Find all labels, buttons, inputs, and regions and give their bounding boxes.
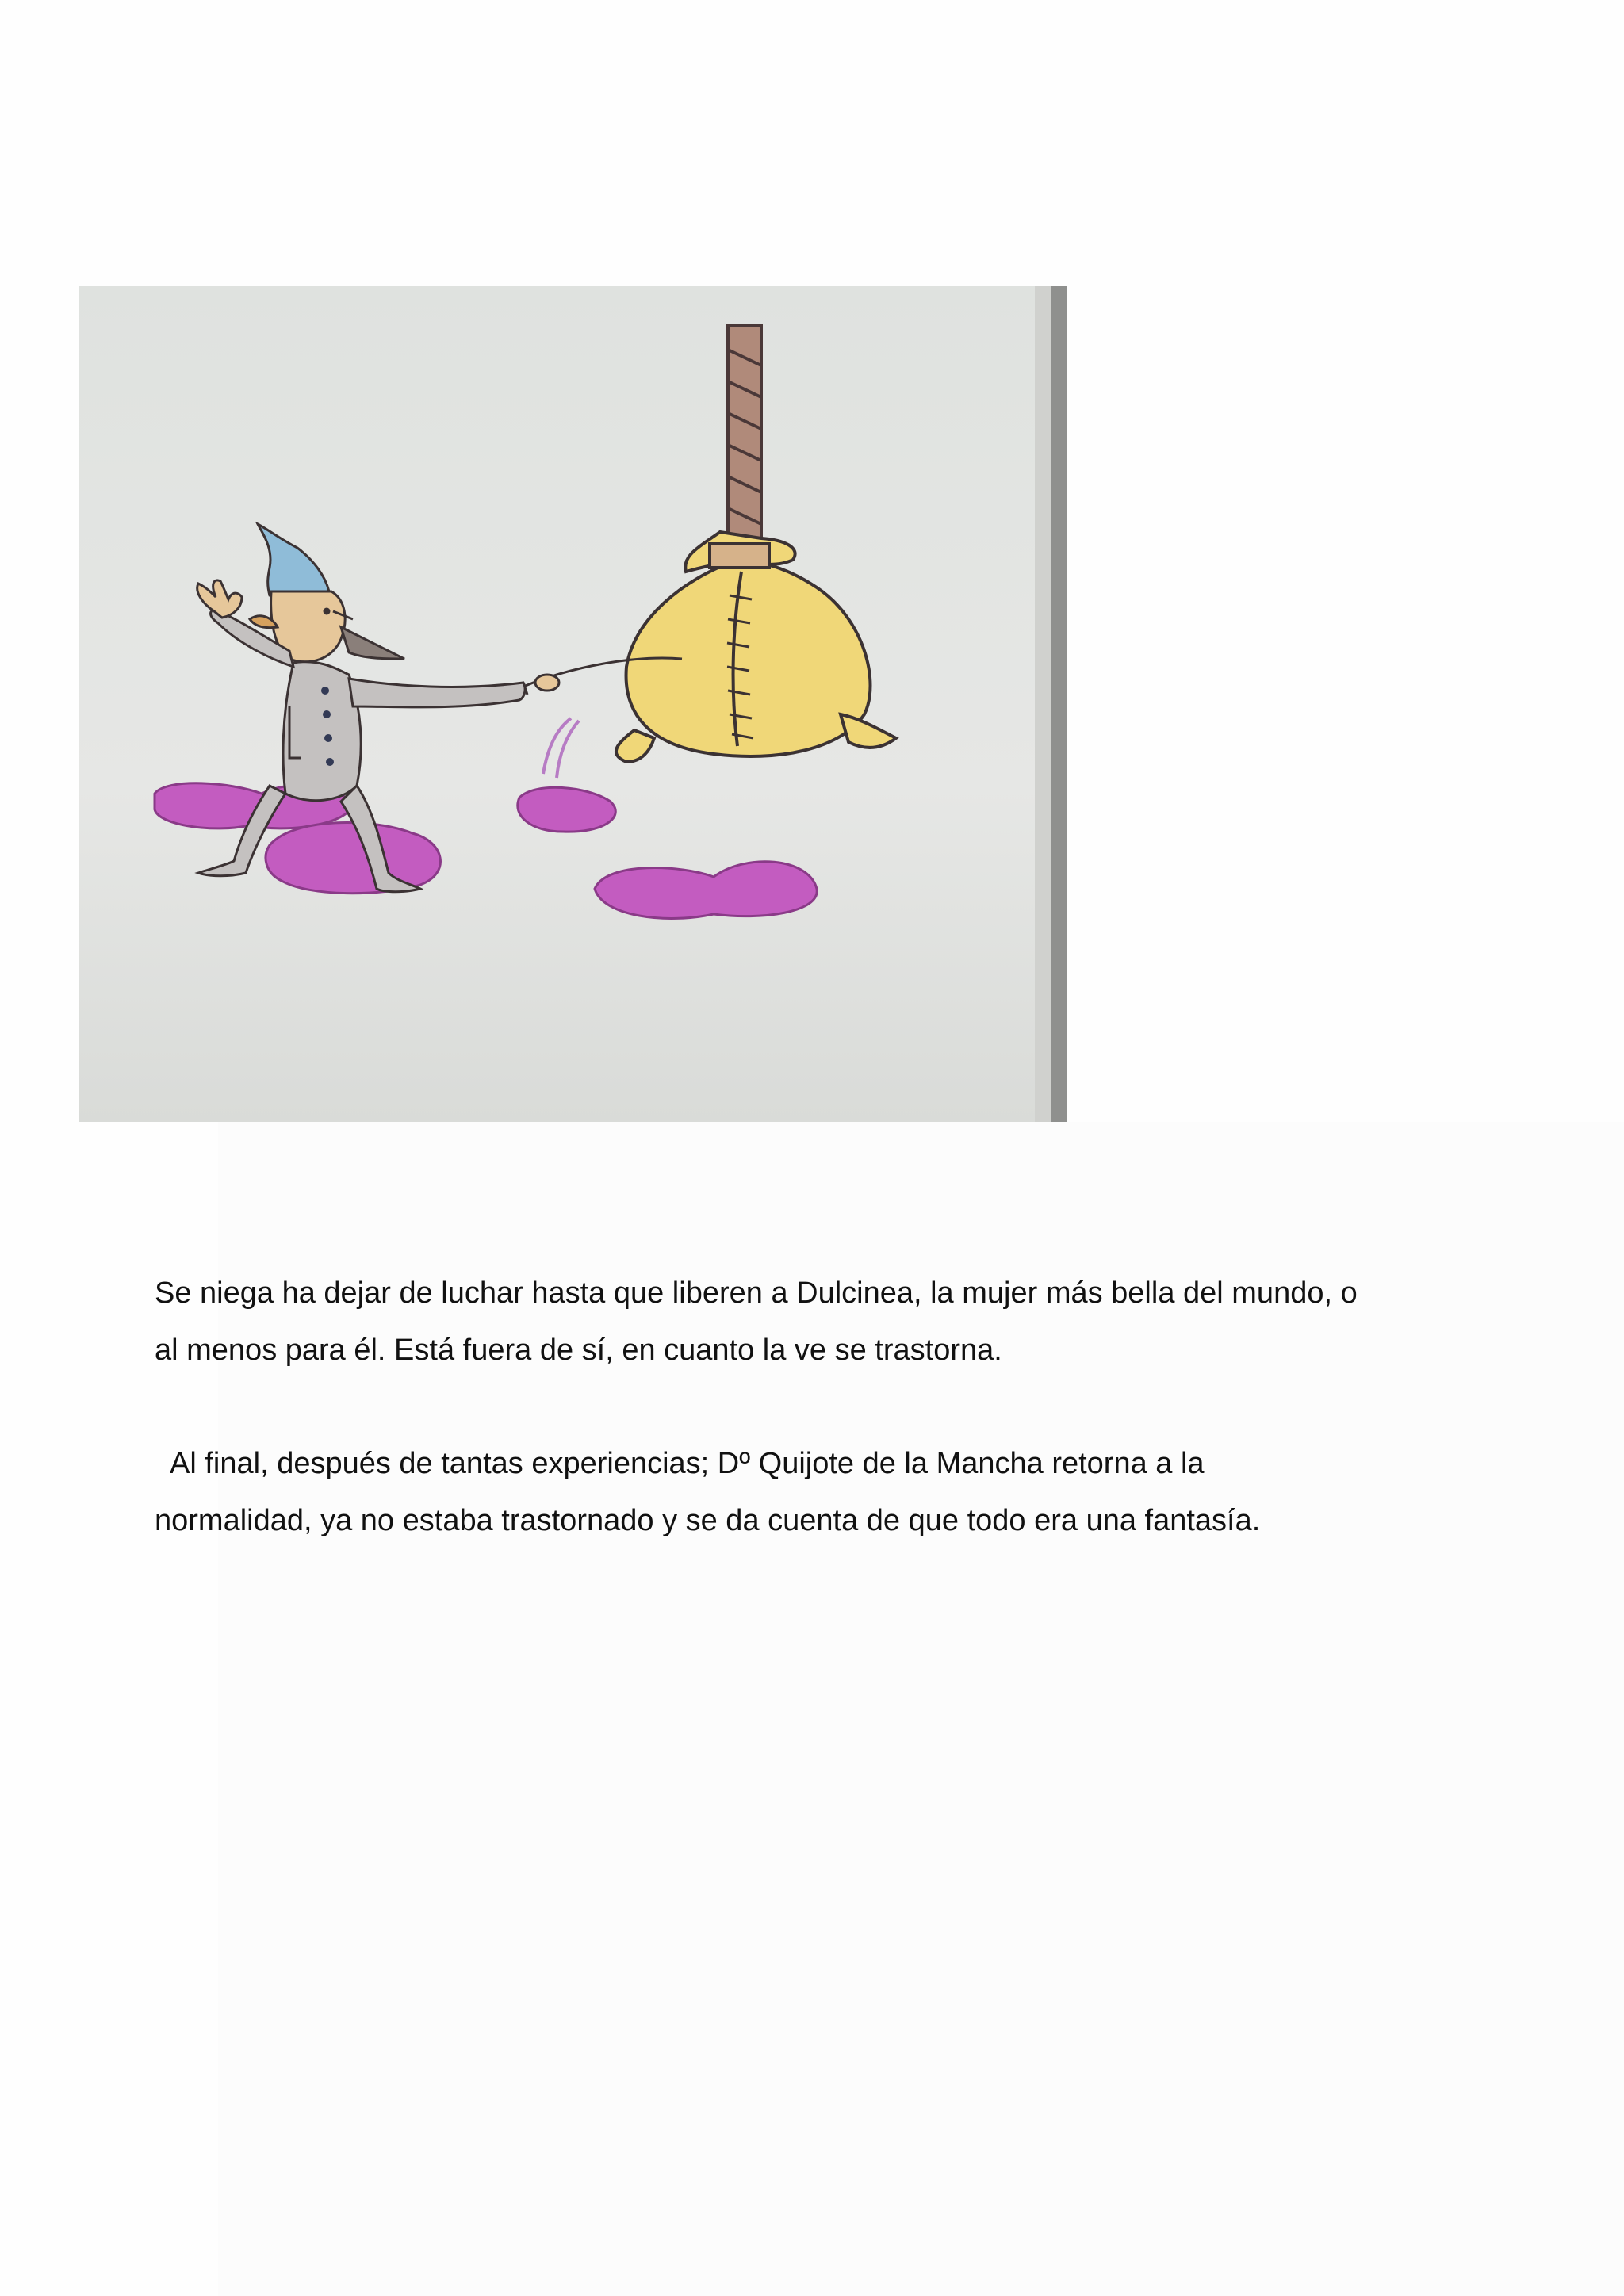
drawing-quijote-wineskin xyxy=(79,286,1067,1122)
paragraph-line: Al final, después de tantas experiencias; Dº Quijote de la Mancha retorna a la xyxy=(155,1447,1205,1480)
paper-right-edge xyxy=(1051,286,1067,1122)
story-paragraph xyxy=(155,1265,1519,1379)
paragraph-line: Se niega ha dejar de luchar hasta que liberen a Dulcinea, la mujer más bella del mundo, o xyxy=(155,1276,1358,1310)
rope xyxy=(728,326,761,556)
paper-background xyxy=(79,286,1067,1122)
story-paragraph xyxy=(155,1435,1519,1549)
paragraph-line: al menos para él. Está fuera de sí, en cuanto la ve se trastorna. xyxy=(155,1334,1002,1367)
paragraph-line: normalidad, ya no estaba trastornado y se da cuenta de que todo era una fantasía. xyxy=(155,1504,1261,1537)
paper-shadow-strip xyxy=(1035,286,1051,1122)
